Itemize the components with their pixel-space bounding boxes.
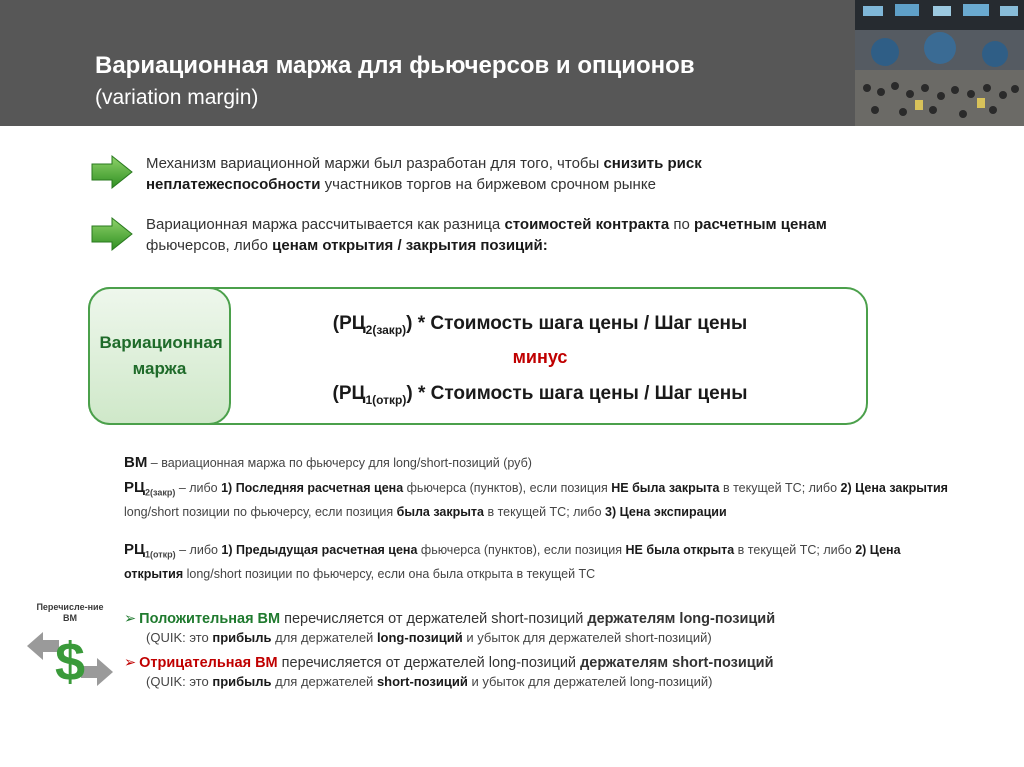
note-bold: прибыль: [212, 630, 272, 645]
bullet-negative-note: [146, 674, 712, 689]
bullet-negative-lead: Отрицательная ВМ: [139, 655, 278, 671]
formula-line-1: [240, 313, 840, 337]
definition-rc1-text: фьючерса (пунктов), если позиция: [417, 543, 626, 557]
note-text: (QUIK: это: [146, 630, 213, 645]
definition-vm-term: ВМ: [124, 454, 148, 471]
definition-rc2-subscript: 2(закр): [144, 487, 176, 498]
formula-1-rest: ) * Стоимость шага цены / Шаг цены: [406, 313, 748, 334]
definition-rc2-bold: 1) Последняя расчетная цена: [221, 481, 404, 495]
definition-rc1-subscript: 1(откр): [144, 549, 176, 560]
intro-1-text-a: Механизм вариационной маржи был разработан для того, чтобы: [146, 155, 604, 172]
note-text: для держателей: [271, 630, 377, 645]
definition-rc2-text: в текущей ТС; либо: [719, 481, 841, 495]
transfer-label: Перечисле-ние ВМ: [36, 602, 104, 623]
definition-rc1-text: в текущей ТС; либо: [734, 543, 856, 557]
note-bold: long-позиций: [376, 630, 463, 645]
definition-rc1-bold: 1) Предыдущая расчетная цена: [221, 543, 418, 557]
bullet-positive-text: перечисляется от держателей short-позиций: [280, 611, 588, 627]
definition-rc1-text: – либо: [175, 543, 222, 557]
note-text: и убыток для держателей long-позиций): [467, 674, 713, 689]
formula-1-subscript: 2(закр): [365, 322, 407, 337]
bullet-positive-note: [146, 630, 712, 645]
definition-rc2-text: long/short позиции по фьючерсу, если позиция: [124, 504, 397, 519]
note-text: для держателей: [271, 674, 377, 689]
definition-rc2: [124, 478, 954, 522]
bullet-marker-icon: ➢: [124, 611, 137, 627]
intro-paragraph-2: [146, 214, 866, 256]
bullet-positive: [124, 610, 944, 629]
svg-text:$: $: [54, 632, 86, 690]
bullet-positive-lead: Положительная ВМ: [139, 611, 281, 627]
definition-rc1-text: long/short позиции по фьючерсу, если она была открыта в текущей ТС: [183, 566, 596, 581]
intro-2-text-c: фьючерсов, либо: [146, 237, 273, 254]
bullet-negative-text: перечисляется от держателей long-позиций: [277, 655, 581, 671]
definition-rc2-term: РЦ: [124, 479, 145, 496]
definition-rc2-bold: НЕ была закрыта: [611, 481, 720, 495]
formula-2-subscript: 1(откр): [365, 392, 407, 407]
formula-2-rest: ) * Стоимость шага цены / Шаг цены: [406, 383, 748, 404]
variation-margin-label-box: [88, 287, 231, 425]
definition-rc2-text: фьючерса (пунктов), если позиция: [403, 481, 612, 495]
definition-rc1: [124, 540, 954, 584]
variation-margin-label: Вариационная маржа: [99, 333, 223, 378]
green-arrow-icon: [90, 154, 134, 190]
formula-minus: минус: [512, 347, 568, 367]
slide-subtitle: (variation margin): [95, 86, 259, 109]
definition-rc2-bold: 2) Цена закрытия: [840, 481, 948, 495]
intro-1-text-b: участников торгов на биржевом срочном рынке: [320, 176, 656, 193]
slide-title: Вариационная маржа для фьючерсов и опционов: [95, 52, 695, 79]
note-text: (QUIK: это: [146, 674, 213, 689]
intro-1-emphasis: снизить риск неплатежеспособности: [146, 155, 702, 193]
note-bold: прибыль: [212, 674, 272, 689]
bullet-negative-target: держателям short-позиций: [580, 655, 774, 671]
intro-2-emphasis-c: ценам открытия / закрытия позиций:: [272, 237, 548, 254]
green-arrow-icon: [90, 216, 134, 252]
bullet-marker-icon: ➢: [124, 655, 137, 671]
definition-vm: [124, 453, 954, 473]
bullet-positive-target: держателям long-позиций: [587, 611, 776, 627]
formula-2-term: (РЦ: [332, 383, 366, 404]
definition-rc2-bold: была закрыта: [396, 504, 484, 519]
definition-rc1-bold: НЕ была открыта: [625, 543, 735, 557]
intro-2-text-b: по: [669, 216, 694, 233]
formula-1-term: (РЦ: [332, 313, 366, 334]
intro-paragraph-1: [146, 153, 866, 195]
intro-2-emphasis-a: стоимостей контракта: [504, 216, 670, 233]
definition-vm-text: – вариационная маржа по фьючерсу для long/short-позиций (руб): [147, 456, 532, 470]
definition-rc1-bold: 2) Цена открытия: [124, 543, 901, 581]
definition-rc2-text: в текущей ТС; либо: [484, 504, 606, 519]
note-text: и убыток для держателей short-позиций): [462, 630, 712, 645]
dollar-transfer-icon: [25, 628, 115, 690]
trading-floor-photo: [855, 0, 1024, 126]
bullet-negative: [124, 654, 944, 673]
intro-2-emphasis-b: расчетным ценам: [694, 216, 827, 233]
formula-line-2: [240, 383, 840, 407]
trading-floor-illustration: [855, 0, 1024, 126]
intro-2-text-a: Вариационная маржа рассчитывается как разница: [146, 216, 505, 233]
definition-rc2-text: – либо: [175, 481, 222, 495]
definition-rc2-bold: 3) Цена экспирации: [605, 504, 727, 519]
note-bold: short-позиций: [376, 674, 468, 689]
definition-rc1-term: РЦ: [124, 541, 145, 558]
